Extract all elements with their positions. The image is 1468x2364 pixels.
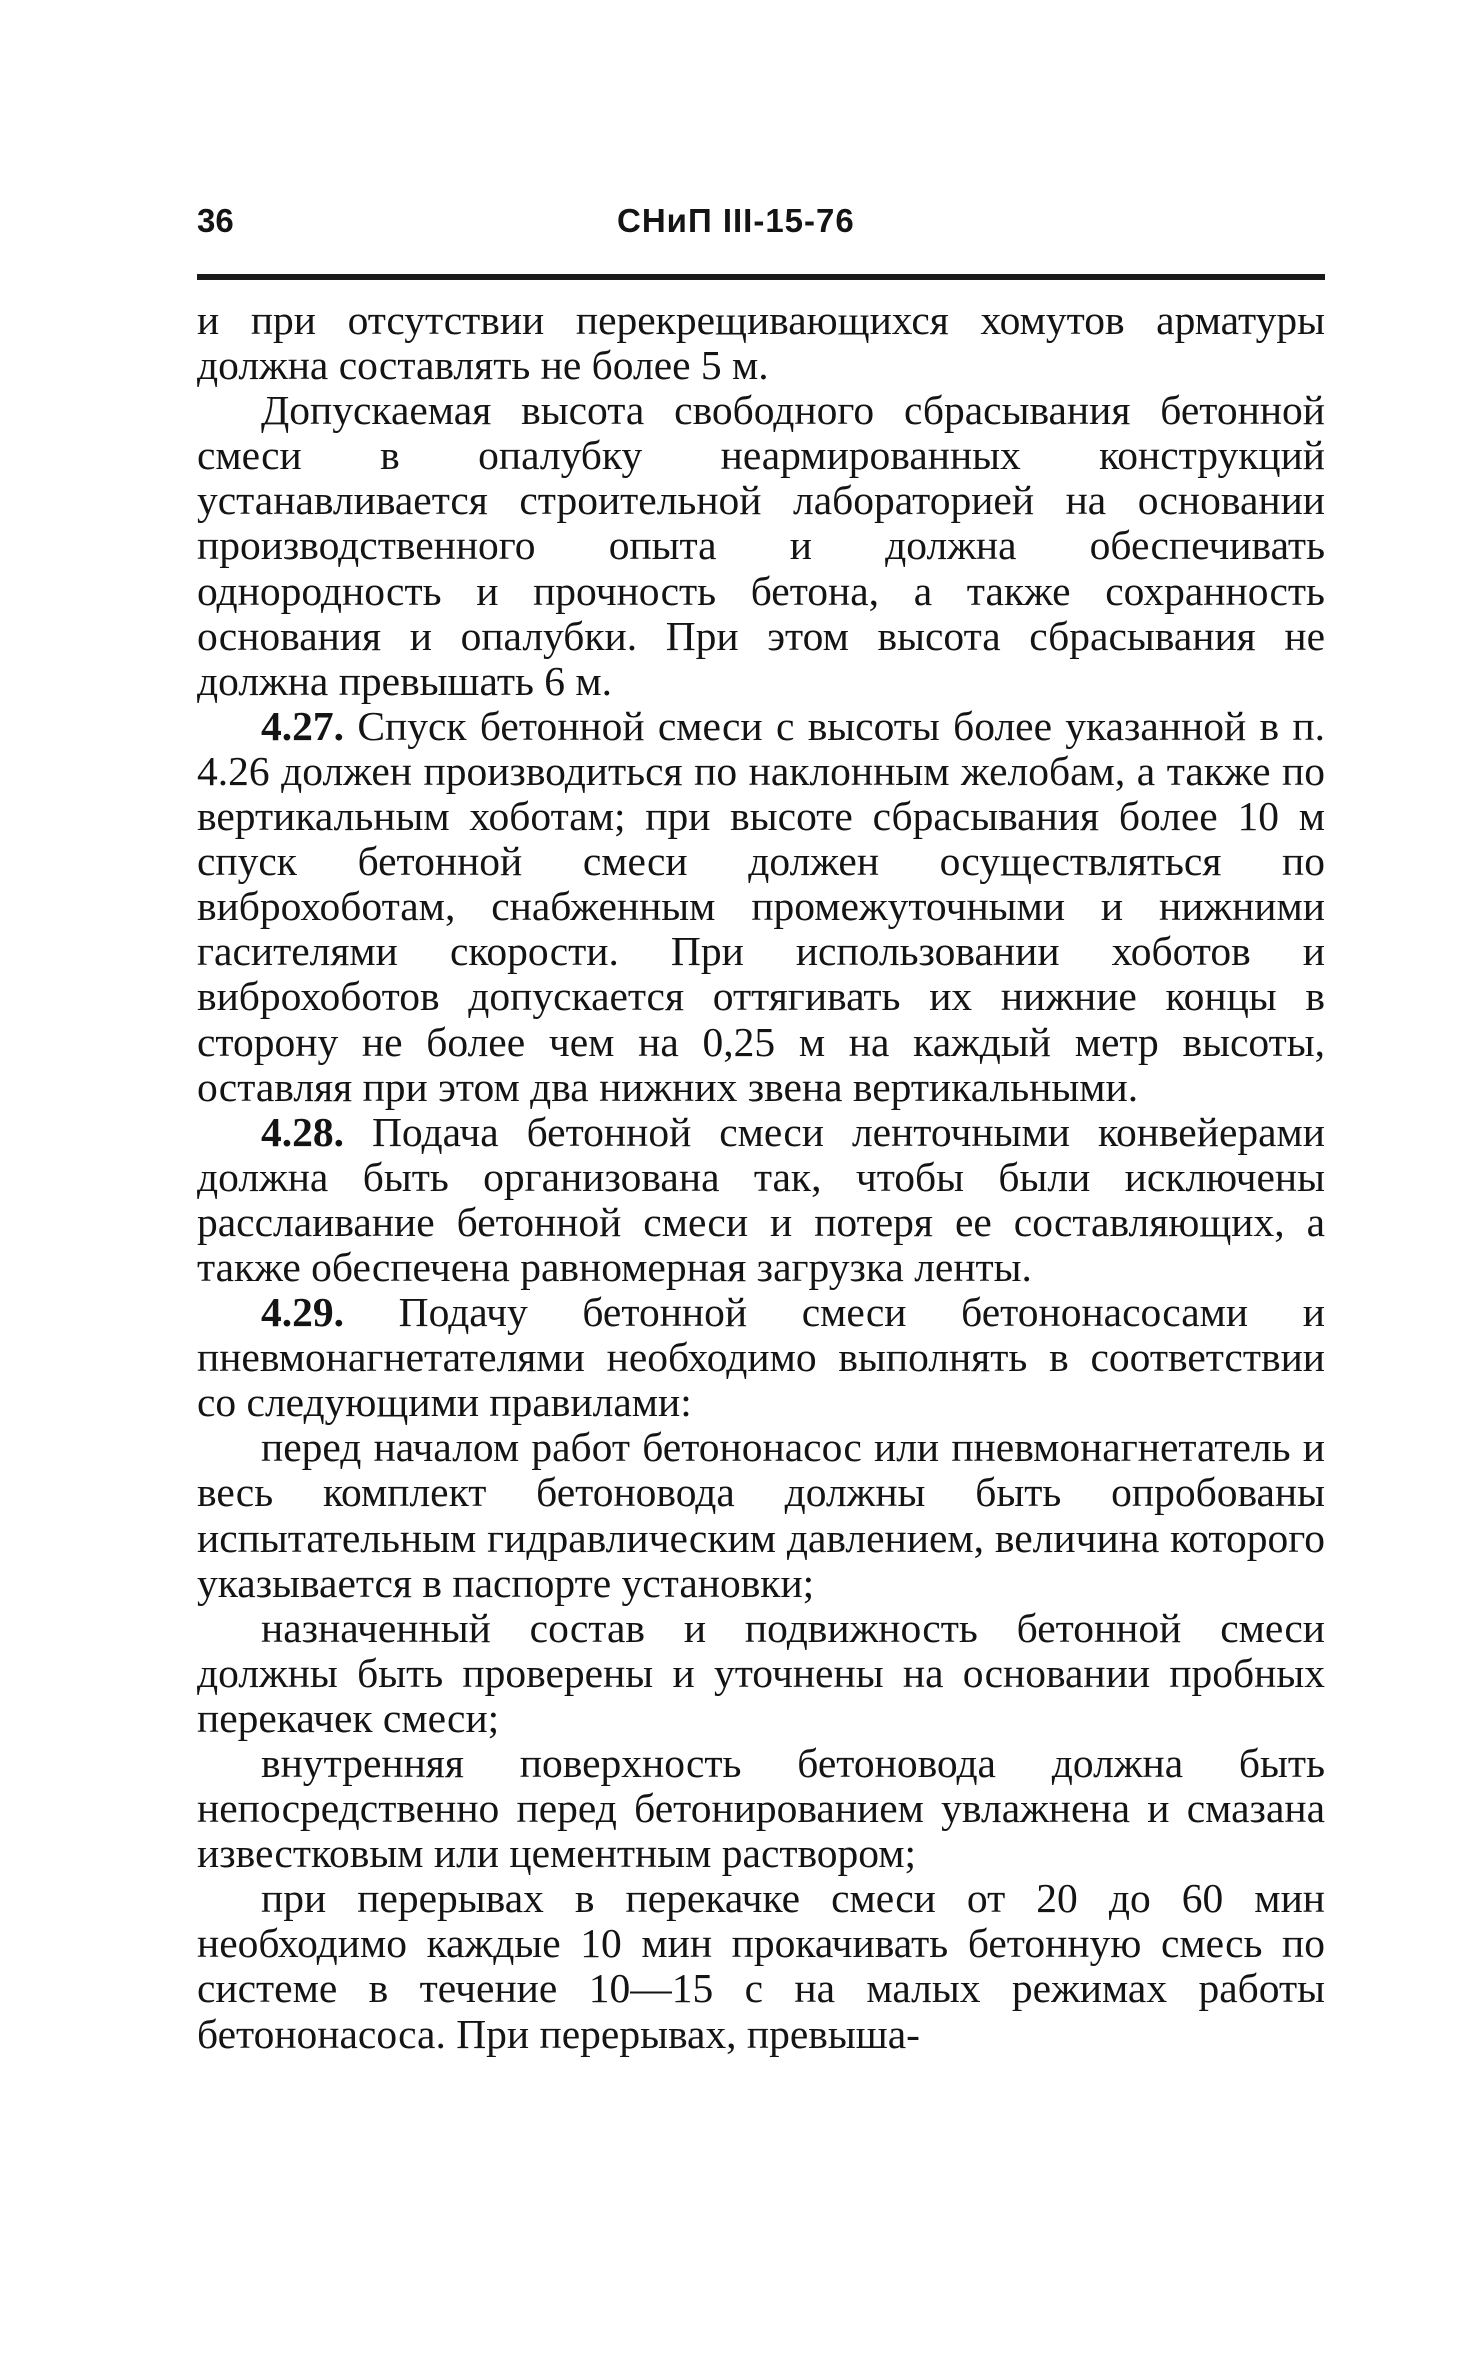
paragraph-text: при перерывах в перекачке смеси от 20 до 60 мин необходимо каждые 10 мин прокачивать бетонную смесь по системе в течение 10—15 с на малых режимах работы бетононасоса. При перерывах, превыша- — [197, 1875, 1325, 2057]
paragraph-continuation — [197, 298, 1325, 388]
paragraph-text: внутренняя поверхность бетоновода должна быть непосредственно перед бетонированием увлажнена и смазана известковым или цементным раствором; — [197, 1740, 1325, 1877]
rule-item-pipe-lubrication — [197, 1741, 1325, 1876]
document-code: СНиП III-15-76 — [617, 202, 855, 239]
clause-number: 4.29. — [261, 1289, 344, 1336]
document-page — [197, 196, 1325, 2057]
paragraph-text: Подачу бетонной смеси бетононасосами и пневмонагнетателями необходимо выполнять в соответствии со следующими правилами: — [197, 1289, 1325, 1426]
clause-4-29 — [197, 1290, 1325, 1425]
paragraph-text: и при отсутствии перекрещивающихся хомутов арматуры должна составлять не более 5 м. — [197, 297, 1325, 389]
paragraph-text: Спуск бетонной смеси с высоты более указанной в п. 4.26 должен производиться по наклонным желобам, а также по вертикальным хоботам; при высоте сбрасывания более 10 м спуск бетонной смеси должен осуществляться по виброхоботам, снабженным промежуточными и нижними гасителями скорости. При использовании хоботов и виброхоботов допускается оттягивать их нижние концы в сторону не более чем на 0,25 м на каждый метр высоты, оставляя при этом два нижних звена вертикальными. — [197, 702, 1326, 1110]
paragraph-text: Допускаемая высота свободного сбрасывания бетонной смеси в опалубку неармированных конструкций устанавливается строительной лабораторией на основании производственного опыта и должна обеспечивать однородность и прочность бетона, а также сохранность основания и опалубки. При этом высота сбрасывания не должна превышать 6 м. — [197, 387, 1325, 704]
rule-item-pressure-test — [197, 1425, 1325, 1605]
paragraph-drop-height — [197, 388, 1325, 704]
paragraph-text: перед началом работ бетононасос или пневмонагнетатель и весь комплект бетоновода должны быть опробованы испытательным гидравлическим давлением, величина которого указывается в паспорте установки; — [197, 1424, 1325, 1606]
running-header — [197, 196, 1325, 246]
clause-4-28 — [197, 1110, 1325, 1290]
paragraph-text: назначенный состав и подвижность бетонной смеси должны быть проверены и уточнены на основании пробных перекачек смеси; — [197, 1604, 1325, 1741]
clause-number: 4.28. — [261, 1108, 344, 1155]
clause-number: 4.27. — [261, 702, 344, 749]
clause-4-27 — [197, 704, 1325, 1110]
paragraph-text: Подача бетонной смеси ленточными конвейерами должна быть организована так, чтобы были исключены расслаивание бетонной смеси и потеря ее составляющих, а также обеспечена равномерная загрузка ленты. — [197, 1108, 1325, 1290]
header-rule — [197, 274, 1325, 280]
page-number: 36 — [197, 202, 234, 239]
body-text — [197, 298, 1325, 2057]
rule-item-mix-check — [197, 1606, 1325, 1741]
rule-item-pumping-breaks — [197, 1876, 1325, 2056]
